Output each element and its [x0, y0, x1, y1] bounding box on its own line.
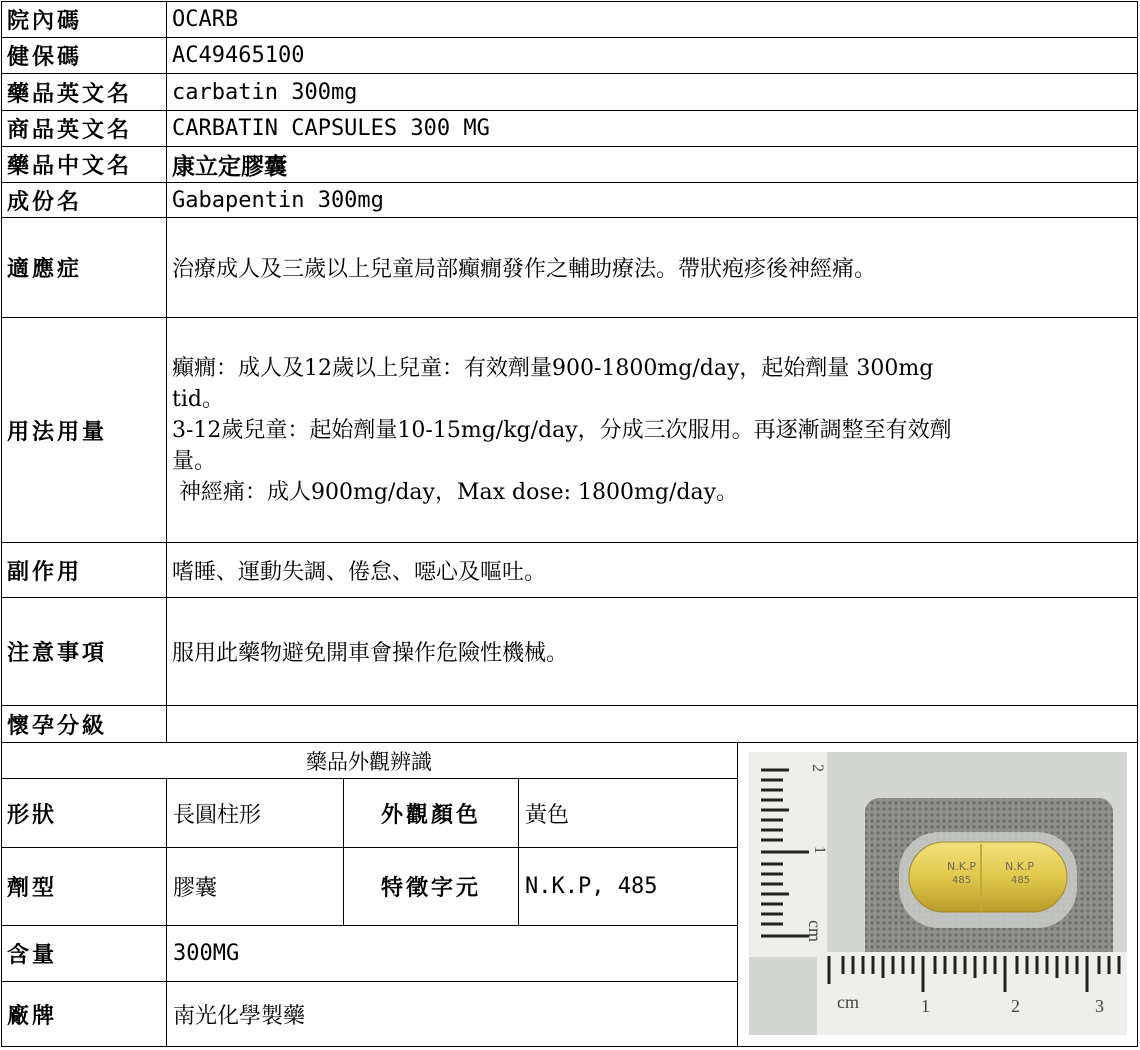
ruler-v-mark-2: 2: [809, 764, 826, 772]
dosage-line: 神經痛：成人900mg/day，Max dose: 1800mg/day。: [172, 479, 739, 505]
row-chinese-name: [1, 147, 1138, 183]
value-hospital-code: OCARB: [172, 6, 239, 32]
value-insurance-code: AC49465100: [172, 43, 305, 68]
row-precautions: [1, 598, 1138, 706]
dosage-line: 3-12歲兒童：起始劑量10-15mg/kg/day，分成三次服用。再逐漸調整至有效劑: [172, 417, 952, 443]
row-brand-name: [1, 111, 1138, 147]
label-color: 外觀顏色: [344, 779, 519, 848]
capsule: [909, 842, 1067, 912]
dosage-line: 量。: [172, 448, 217, 474]
row-english-name: [1, 74, 1138, 111]
ruler-v-mark-1: 1: [811, 846, 828, 854]
value-precautions: 服用此藥物避免開車會操作危險性機械。: [172, 641, 569, 666]
label-ingredient: 成份名: [1, 183, 167, 217]
row-side-effects: [1, 543, 1138, 598]
dosage-line: tid。: [172, 386, 224, 412]
value-imprint: N.K.P, 485: [519, 848, 738, 926]
appearance-header: 藥品外觀辨識: [1, 743, 738, 779]
label-manufacturer: 廠牌: [1, 982, 167, 1047]
value-pregnancy: [167, 706, 1138, 742]
row-indication: [1, 218, 1138, 318]
row-hospital-code: [1, 1, 1138, 38]
ruler-h-mark-3: 3: [1095, 996, 1104, 1016]
label-imprint: 特徵字元: [344, 848, 519, 926]
label-precautions: 注意事項: [1, 598, 167, 705]
dosage-line: 癲癇：成人及12歲以上兒童：有效劑量900-1800mg/day，起始劑量 300mg: [172, 355, 934, 381]
capsule-imprint-right-2: 485: [1011, 875, 1031, 886]
capsule-imprint-right-1: N.K.P: [1005, 860, 1035, 873]
label-strength: 含量: [1, 926, 167, 982]
label-insurance-code: 健保碼: [1, 38, 167, 73]
row-pregnancy: [1, 706, 1138, 743]
row-insurance-code: [1, 38, 1138, 74]
ruler-h-mark-2: 2: [1011, 996, 1020, 1016]
label-pregnancy: 懷孕分級: [1, 706, 167, 742]
label-dosage: 用法用量: [1, 318, 167, 542]
label-shape: 形狀: [1, 779, 167, 848]
value-chinese-name: 康立定膠囊: [172, 153, 287, 180]
label-side-effects: 副作用: [1, 543, 167, 597]
label-dosage-form: 劑型: [1, 848, 167, 926]
ruler-h-mark-1: 1: [921, 996, 930, 1016]
ruler-h-unit: cm: [837, 992, 859, 1012]
value-english-name: carbatin 300mg: [172, 79, 358, 105]
label-hospital-code: 院內碼: [1, 1, 167, 37]
value-brand-name: CARBATIN CAPSULES 300 MG: [172, 116, 490, 141]
value-dosage-form: 膠囊: [167, 848, 344, 926]
label-brand-name: 商品英文名: [1, 111, 167, 146]
capsule-photo: [749, 752, 1127, 1035]
value-strength: 300MG: [167, 926, 738, 982]
capsule-imprint-left-1: N.K.P: [947, 860, 977, 873]
value-dosage: [167, 318, 1138, 542]
value-color: 黃色: [519, 779, 738, 848]
value-shape: 長圓柱形: [167, 779, 344, 848]
label-english-name: 藥品英文名: [1, 74, 167, 110]
label-chinese-name: 藥品中文名: [1, 147, 167, 182]
label-indication: 適應症: [1, 218, 167, 317]
row-ingredient: [1, 183, 1138, 218]
ruler-v-unit: cm: [805, 920, 825, 942]
value-manufacturer: 南光化學製藥: [167, 982, 738, 1047]
horizontal-ruler: [817, 952, 1127, 1035]
capsule-imprint-left-2: 485: [952, 875, 972, 886]
value-indication: 治療成人及三歲以上兒童局部癲癇發作之輔助療法。帶狀疱疹後神經痛。: [172, 257, 877, 282]
value-side-effects: 嗜睡、運動失調、倦怠、噁心及嘔吐。: [172, 559, 547, 585]
row-dosage: [1, 318, 1138, 543]
value-ingredient: Gabapentin 300mg: [172, 187, 384, 213]
